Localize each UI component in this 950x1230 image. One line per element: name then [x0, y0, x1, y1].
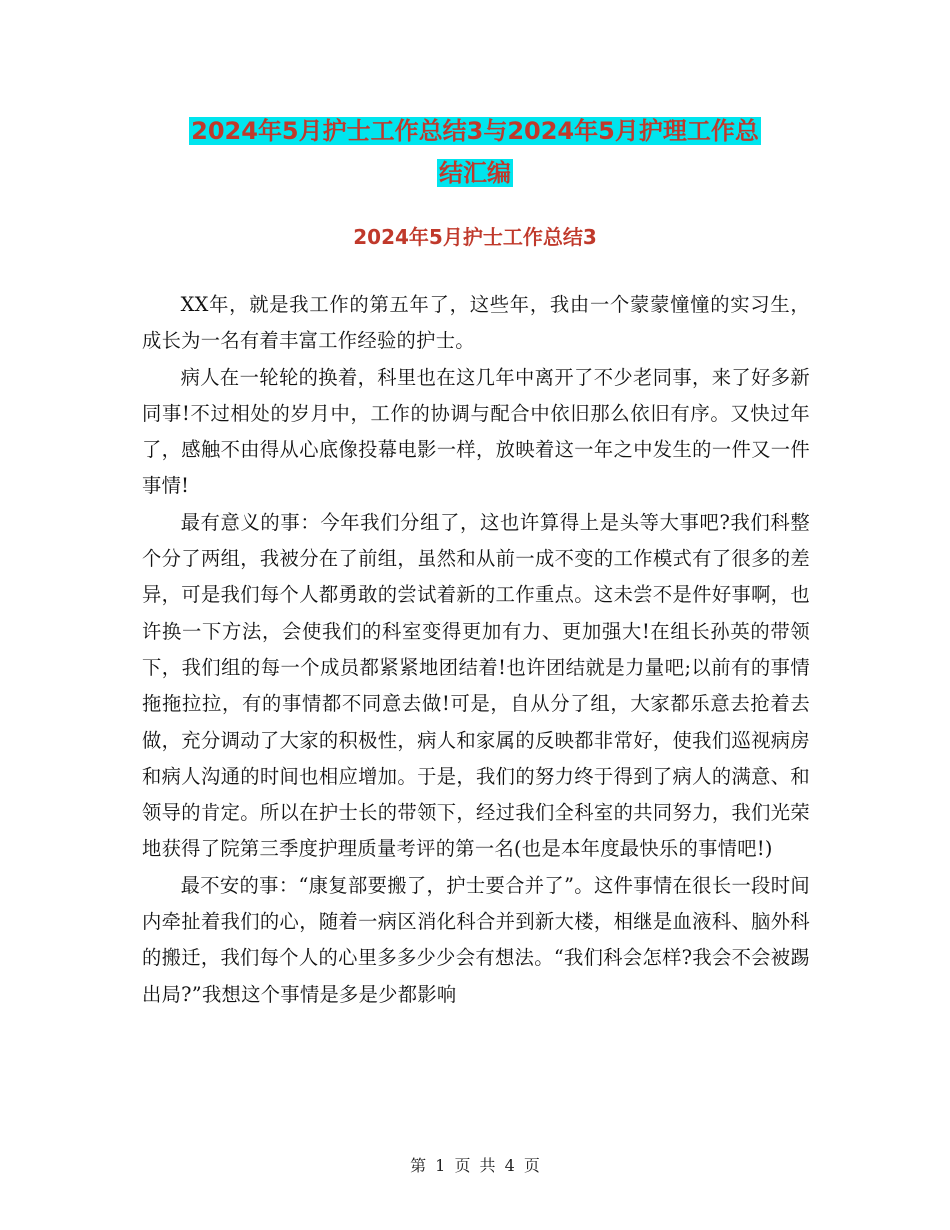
paragraph: 最有意义的事：今年我们分组了，这也许算得上是头等大事吧?我们科整个分了两组，我被分在了前组，虽然和从前一成不变的工作模式有了很多的差异，可是我们每个人都勇敢的尝试着新的工作重点。这未尝不是件好事啊，也许换一下方法，会使我们的科室变得更加有力、更加强大!在组长孙英的带领下，我们组的每一个成员都紧紧地团结着!也许团结就是力量吧;以前有的事情拖拖拉拉，有的事情都不同意去做!可是，自从分了组，大家都乐意去抢着去做，充分调动了大家的积极性，病人和家属的反映都非常好，使我们巡视病房和病人沟通的时间也相应增加。于是，我们的努力终于得到了病人的满意、和领导的肯定。所以在护士长的带领下，经过我们全科室的共同努力，我们光荣地获得了院第三季度护理质量考评的第一名(也是本年度最快乐的事情吧!) — [142, 510, 810, 861]
paragraph: XX年，就是我工作的第五年了，这些年，我由一个蒙蒙憧憧的实习生，成长为一名有着丰富工作经验的护士。 — [142, 293, 810, 353]
document-body — [142, 287, 810, 1013]
document-title-line-2: 结汇编 — [439, 159, 511, 187]
section-heading: 2024年5月护士工作总结3 — [353, 225, 597, 249]
document-title-line-1: 2024年5月护士工作总结3与2024年5月护理工作总 — [191, 117, 759, 145]
paragraph: 最不安的事：“康复部要搬了，护士要合并了”。这件事情在很长一段时间内牵扯着我们的心，随着一病区消化科合并到新大楼，相继是血液科、脑外科的搬迁，我们每个人的心里多多少少会有想法。“我们科会怎样?我会不会被踢出局?”我想这个事情是多是少都影响 — [142, 873, 810, 1006]
page-footer: 第 1 页 共 4 页 — [410, 1156, 540, 1175]
paragraph: 病人在一轮轮的换着，科里也在这几年中离开了不少老同事，来了好多新同事!不过相处的岁月中，工作的协调与配合中依旧那么依旧有序。又快过年了，感触不由得从心底像投幕电影一样，放映着这一年之中发生的一件又一件事情! — [142, 365, 810, 498]
